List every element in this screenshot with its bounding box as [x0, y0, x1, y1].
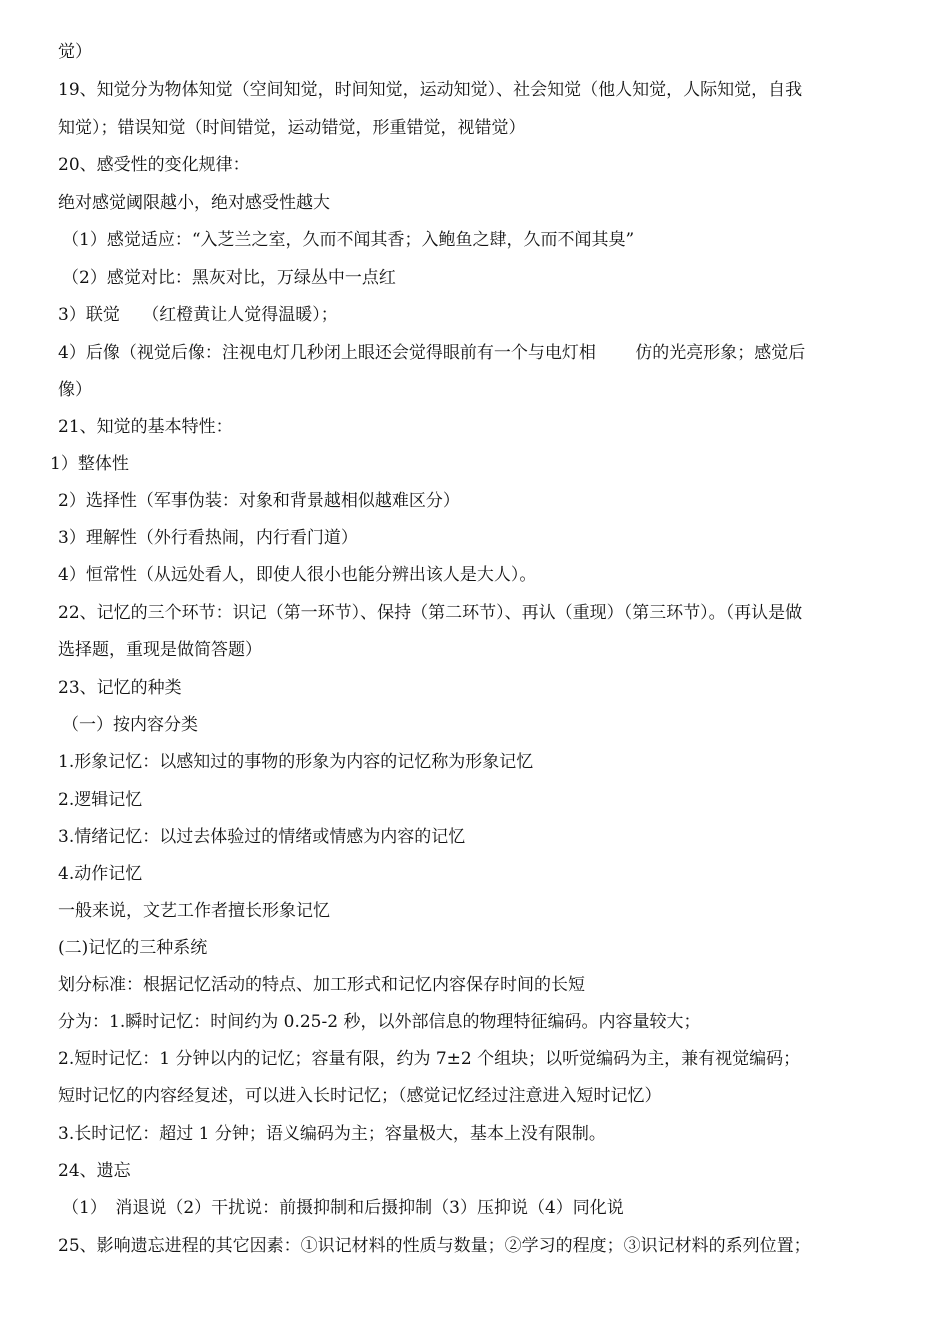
text-line: 1）整体性	[50, 454, 129, 474]
text-line: 2）选择性（军事伪装：对象和背景越相似越难区分）	[58, 491, 460, 511]
text-line: 像）	[58, 380, 92, 400]
text-line: 24、遗忘	[58, 1161, 131, 1181]
text-line: 19、知觉分为物体知觉（空间知觉，时间知觉，运动知觉）、社会知觉（他人知觉，人际知觉，自我	[58, 80, 803, 100]
text-line: 25、影响遗忘进程的其它因素：①识记材料的性质与数量；②学习的程度；③识记材料的系列位置；	[58, 1236, 811, 1256]
text-line: 觉）	[58, 42, 92, 62]
text-line: 一般来说，文艺工作者擅长形象记忆	[58, 901, 330, 921]
text-line: 2.逻辑记忆	[58, 790, 143, 810]
text-line: 4.动作记忆	[58, 864, 143, 884]
text-line: （1）感觉适应：“入芝兰之室，久而不闻其香；入鲍鱼之肆，久而不闻其臭”	[62, 230, 635, 250]
text-line: (二)记忆的三种系统	[58, 938, 208, 958]
text-line: 3.情绪记忆：以过去体验过的情绪或情感为内容的记忆	[58, 827, 466, 847]
text-line: （1） 消退说（2）干扰说：前摄抑制和后摄抑制（3）压抑说（4）同化说	[62, 1198, 624, 1218]
text-line: 分为：1.瞬时记忆：时间约为 0.25-2 秒，以外部信息的物理特征编码。内容量较大；	[58, 1012, 701, 1032]
text-line: 3）理解性（外行看热闹，内行看门道）	[58, 528, 358, 548]
text-line: 短时记忆的内容经复述，可以进入长时记忆；（感觉记忆经过注意进入短时记忆）	[58, 1086, 662, 1106]
text-line: 1.形象记忆：以感知过的事物的形象为内容的记忆称为形象记忆	[58, 752, 534, 772]
text-line: 3）联觉 （红橙黄让人觉得温暖）；	[58, 305, 338, 325]
text-line: 划分标准：根据记忆活动的特点、加工形式和记忆内容保存时间的长短	[58, 975, 585, 995]
text-line: （一）按内容分类	[62, 715, 198, 735]
text-line: 4）恒常性（从远处看人，即使人很小也能分辨出该人是大人）。	[58, 565, 537, 585]
text-line: 23、记忆的种类	[58, 678, 182, 698]
text-line: 21、知觉的基本特性：	[58, 417, 233, 437]
text-line: 选择题，重现是做简答题）	[58, 640, 262, 660]
text-line: 2.短时记忆：1 分钟以内的记忆；容量有限，约为 7±2 个组块；以听觉编码为主，兼有视觉编码；	[58, 1049, 801, 1069]
text-line: 4）后像（视觉后像：注视电灯几秒闭上眼还会觉得眼前有一个与电灯相 仿的光亮形象；感觉后	[58, 343, 806, 363]
text-line: 3.长时记忆：超过 1 分钟；语义编码为主；容量极大，基本上没有限制。	[58, 1124, 606, 1144]
text-line: 知觉）；错误知觉（时间错觉，运动错觉，形重错觉，视错觉）	[58, 118, 526, 138]
text-line: 绝对感觉阈限越小，绝对感受性越大	[58, 193, 330, 213]
text-line: （2）感觉对比：黑灰对比，万绿丛中一点红	[62, 268, 396, 288]
text-line: 22、记忆的三个环节：识记（第一环节）、保持（第二环节）、再认（重现）（第三环节）。（再认是做	[58, 603, 803, 623]
text-line: 20、感受性的变化规律：	[58, 155, 250, 175]
